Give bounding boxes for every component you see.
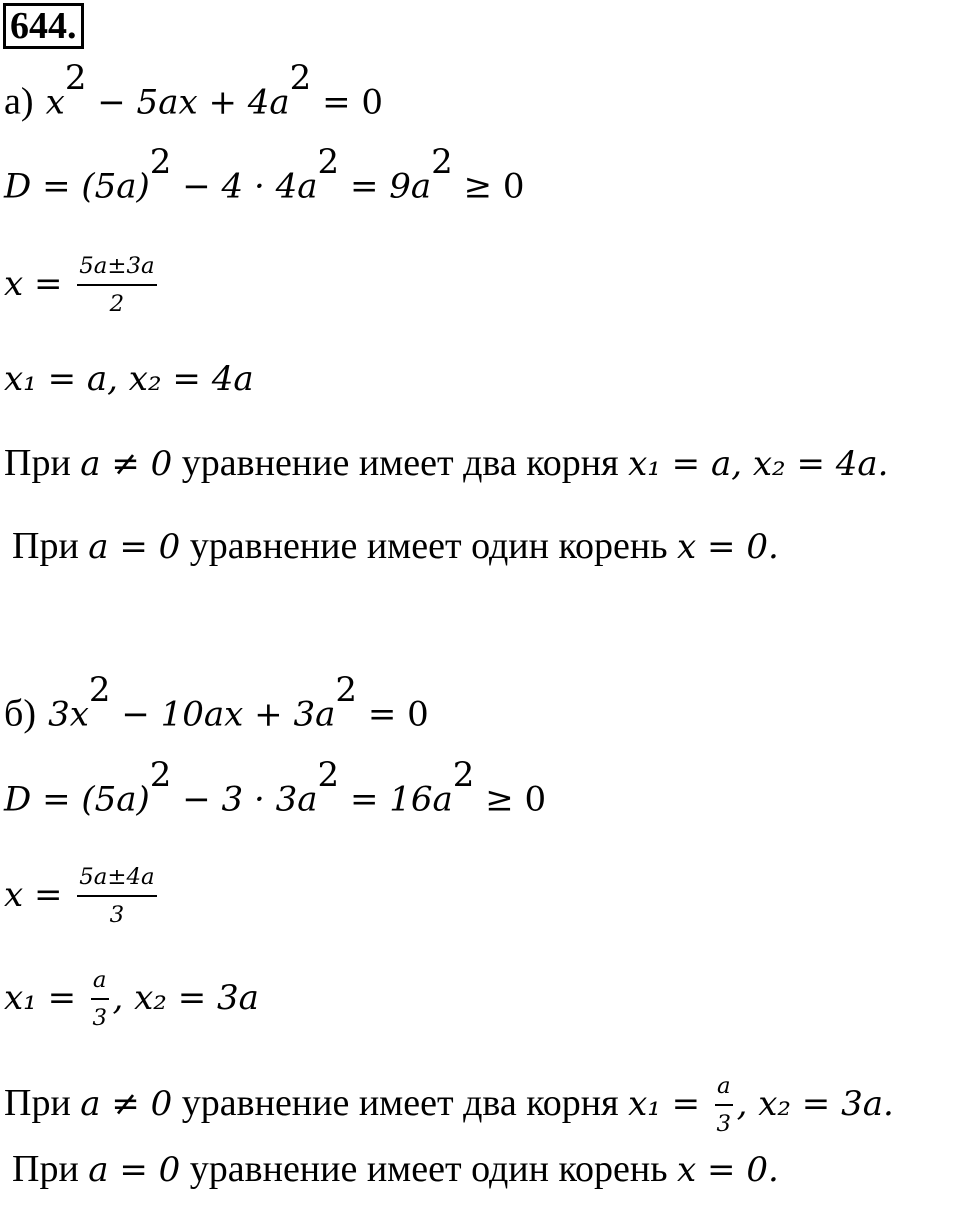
exp: 2 (335, 670, 358, 710)
disc-mid2: = 9a (339, 166, 432, 207)
roots-a: x₁ = (4, 977, 87, 1018)
part-b-root-formula (4, 863, 161, 930)
roots-b: , x₂ = 3a (112, 977, 259, 1018)
exp: 2 (149, 755, 172, 795)
disc-end: ≥ 0 (452, 166, 525, 207)
exp: 2 (317, 755, 340, 795)
part-a-conclusion-1 (4, 440, 888, 486)
exp: 2 (317, 142, 340, 182)
disc-end: ≥ 0 (474, 779, 547, 820)
exp: 2 (452, 755, 475, 795)
text: уравнение имеет один корень (180, 525, 678, 567)
part-b-conclusion-1 (4, 1072, 894, 1139)
disc-lhs: D = (5a) (4, 166, 150, 207)
disc-mid: − 3 · 3a (171, 779, 318, 820)
roots-fraction (91, 966, 109, 1033)
exp: 2 (289, 58, 312, 98)
math: a ≠ 0 (80, 1083, 173, 1124)
frac-lhs: x = (4, 874, 74, 915)
part-a-label: а) (4, 80, 34, 123)
text: При (4, 442, 81, 484)
disc-lhs: D = (5a) (4, 779, 150, 820)
root-fraction (77, 863, 156, 930)
part-a-roots (4, 355, 254, 401)
exp: 2 (149, 142, 172, 182)
frac-denominator: 3 (109, 902, 125, 929)
problem-number: 644. (3, 3, 84, 49)
exp: 2 (431, 142, 453, 182)
part-b-roots (4, 966, 259, 1033)
math: x₁ = a, x₂ = 4a. (628, 444, 889, 484)
part-a-conclusion-2 (12, 523, 779, 569)
text: уравнение имеет два корня (172, 442, 629, 484)
exp: 2 (88, 670, 111, 710)
frac-numerator: a (91, 966, 109, 1000)
eq-a: 3x (48, 694, 89, 735)
part-a-equation (4, 58, 384, 124)
frac-denominator: 3 (92, 1005, 107, 1032)
disc-mid: − 4 · 4a (171, 166, 318, 207)
part-b-equation (4, 670, 429, 736)
part-a-eq-rest: − 5ax + 4a (86, 82, 290, 123)
part-b-discriminant (4, 755, 547, 821)
frac-numerator: a (715, 1072, 733, 1106)
part-b-conclusion-2 (12, 1146, 779, 1192)
frac-lhs: x = (4, 263, 74, 304)
frac-numerator: 5a±3a (77, 252, 156, 286)
part-a-discriminant (4, 142, 525, 208)
text: уравнение имеет один корень (180, 1148, 678, 1190)
eq-b: − 10ax + 3a (110, 694, 336, 735)
math: a = 0 (88, 527, 181, 567)
disc-mid2: = 16a (339, 779, 453, 820)
roots: x₁ = a, x₂ = 4a (4, 359, 254, 399)
exp: 2 (64, 58, 87, 98)
part-a-eq-end: = 0 (311, 82, 384, 123)
math: x = 0. (677, 527, 779, 567)
math: , x₂ = 3a. (736, 1083, 894, 1124)
text: При (4, 1081, 81, 1124)
conclusion-fraction (715, 1072, 733, 1139)
math: a = 0 (88, 1150, 181, 1190)
part-b-label: б) (4, 692, 36, 735)
text: При (12, 525, 89, 567)
frac-denominator: 2 (109, 291, 125, 318)
frac-numerator: 5a±4a (77, 863, 156, 897)
root-fraction (77, 252, 156, 319)
math: x₁ = (628, 1083, 711, 1124)
math: x = 0. (677, 1150, 779, 1190)
part-a-root-formula (4, 252, 161, 319)
text: При (12, 1148, 89, 1190)
eq-c: = 0 (357, 694, 429, 735)
frac-denominator: 3 (716, 1111, 732, 1138)
part-a-eq-x: x (45, 82, 65, 123)
text: уравнение имеет два корня (172, 1081, 629, 1124)
math: a ≠ 0 (80, 444, 173, 484)
